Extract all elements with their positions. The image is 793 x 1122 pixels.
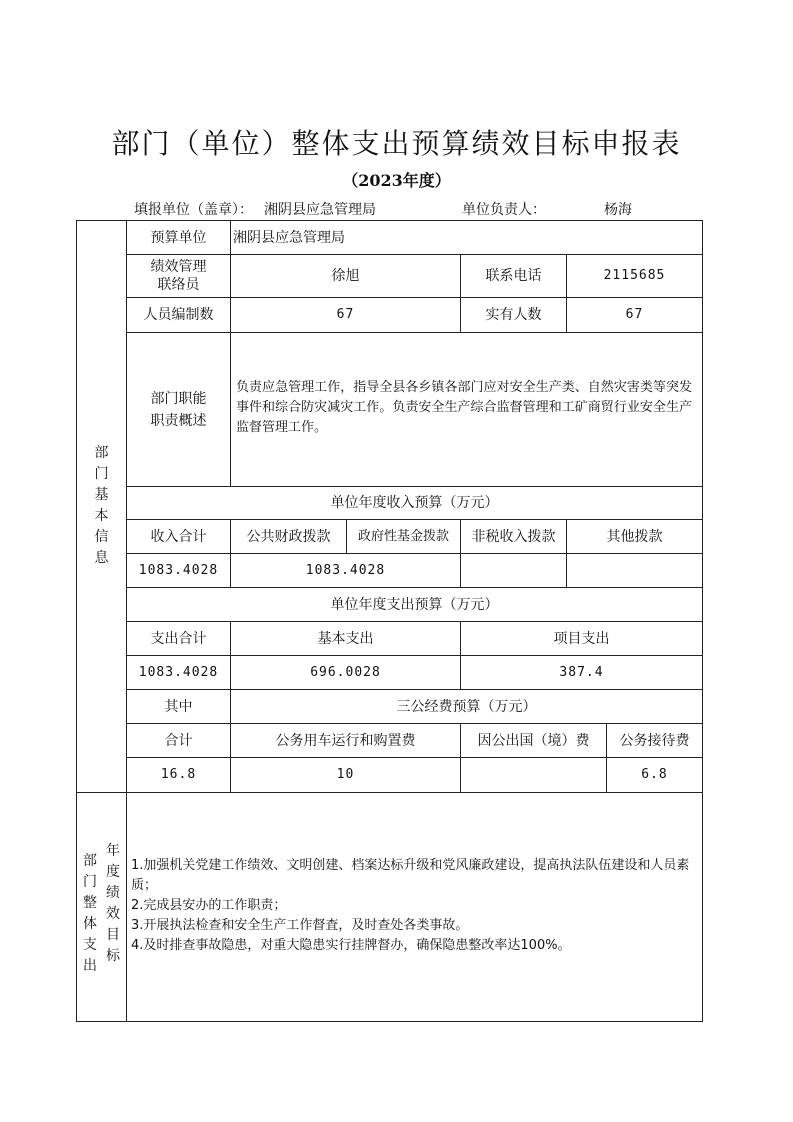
goal-item: 2.完成县安办的工作职责； bbox=[131, 898, 287, 913]
duties-text: 负责应急管理工作，指导全县各乡镇各部门应对安全生产类、自然灾害类等突发事件和综合防灾减灾工作。负责安全生产综合监督管理和工矿商贸行业安全生产监督管理工作。 bbox=[236, 380, 692, 435]
income-header: 政府性基金拨款 bbox=[357, 528, 449, 544]
fill-unit-value: 湘阴县应急管理局 bbox=[264, 202, 376, 218]
side-char: 体 bbox=[83, 915, 97, 932]
three-public-title: 三公经费预算（万元） bbox=[396, 698, 537, 715]
staff-quota-label: 人员编制数 bbox=[143, 307, 214, 323]
side-char: 部 bbox=[94, 445, 109, 461]
basic-info-side-label bbox=[77, 220, 126, 792]
side-char: 年 bbox=[106, 842, 120, 859]
three-public-abroad bbox=[461, 758, 606, 792]
income-header: 非税收入拨款 bbox=[471, 528, 556, 545]
side-char: 门 bbox=[94, 466, 109, 482]
three-public-header: 因公出国（境）费 bbox=[477, 732, 590, 749]
fill-unit-label: 填报单位（盖章）： bbox=[134, 202, 253, 218]
income-total: 1083.4028 bbox=[138, 562, 219, 578]
expense-header: 项目支出 bbox=[553, 630, 610, 647]
unit-head-value: 杨海 bbox=[604, 202, 632, 218]
income-header: 收入合计 bbox=[150, 528, 207, 545]
staff-quota-value: 67 bbox=[336, 307, 355, 322]
side-char: 度 bbox=[106, 863, 120, 880]
annual-goals-list bbox=[131, 856, 697, 956]
expense-header: 基本支出 bbox=[317, 630, 374, 647]
three-public-reception: 6.8 bbox=[641, 767, 668, 782]
unit-head-label: 单位负责人： bbox=[462, 202, 546, 218]
phone-value: 2115685 bbox=[603, 268, 666, 283]
income-header: 公共财政拨款 bbox=[246, 528, 331, 545]
actual-staff-label: 实有人数 bbox=[485, 307, 542, 323]
budget-unit-label: 预算单位 bbox=[150, 229, 207, 246]
expense-project: 387.4 bbox=[559, 664, 604, 680]
actual-staff-value: 67 bbox=[625, 307, 644, 322]
side-char: 出 bbox=[83, 957, 97, 974]
goals-side-label-a bbox=[77, 792, 103, 1021]
goal-item: 4.及时排查事故隐患，对重大隐患实行挂牌督办，确保隐患整改率达100%。 bbox=[131, 938, 571, 953]
three-public-header: 合计 bbox=[164, 732, 193, 749]
phone-label: 联系电话 bbox=[485, 268, 542, 284]
side-char: 本 bbox=[94, 508, 109, 524]
side-char: 支 bbox=[83, 936, 97, 953]
side-char: 息 bbox=[94, 550, 109, 566]
side-char: 门 bbox=[83, 873, 97, 890]
page-title: 部门（单位）整体支出预算绩效目标申报表 bbox=[111, 127, 682, 160]
side-char: 目 bbox=[106, 926, 120, 943]
side-char: 效 bbox=[106, 905, 120, 922]
three-public-header: 公务接待费 bbox=[619, 732, 690, 749]
liaison-value: 徐旭 bbox=[331, 268, 360, 284]
side-char: 绩 bbox=[106, 884, 120, 901]
side-char: 信 bbox=[94, 529, 109, 545]
expense-basic: 696.0028 bbox=[310, 664, 381, 680]
side-char: 基 bbox=[94, 487, 109, 503]
expense-total: 1083.4028 bbox=[138, 664, 219, 680]
side-char: 标 bbox=[106, 947, 120, 964]
goal-item: 3.开展执法检查和安全生产工作督査，及时查处各类事故。 bbox=[131, 918, 469, 933]
income-header: 其他拨款 bbox=[606, 528, 663, 545]
expense-header: 支出合计 bbox=[150, 630, 207, 647]
side-char: 整 bbox=[83, 894, 97, 911]
three-public-total: 16.8 bbox=[160, 767, 197, 782]
income-section-title: 单位年度收入预算（万元） bbox=[330, 495, 499, 511]
goals-side-label-b bbox=[101, 792, 125, 1021]
three-public-vehicle: 10 bbox=[336, 767, 355, 782]
income-public-finance: 1083.4028 bbox=[305, 562, 386, 578]
budget-unit-value: 湘阴县应急管理局 bbox=[233, 229, 345, 246]
side-char: 部 bbox=[83, 852, 97, 869]
duties-label: 部门职能职责概述 bbox=[150, 390, 207, 429]
year-label: （2023年度） bbox=[342, 171, 451, 190]
of-which-label: 其中 bbox=[164, 698, 193, 715]
three-public-header: 公务用车运行和购置费 bbox=[275, 732, 416, 749]
liaison-label: 绩效管理联络员 bbox=[150, 259, 207, 293]
expense-section-title: 单位年度支出预算（万元） bbox=[330, 596, 499, 613]
goal-item: 1.加强机关党建工作绩效、文明创建、档案达标升级和党风廉政建设，提高执法队伍建设和人员素质； bbox=[131, 858, 690, 893]
